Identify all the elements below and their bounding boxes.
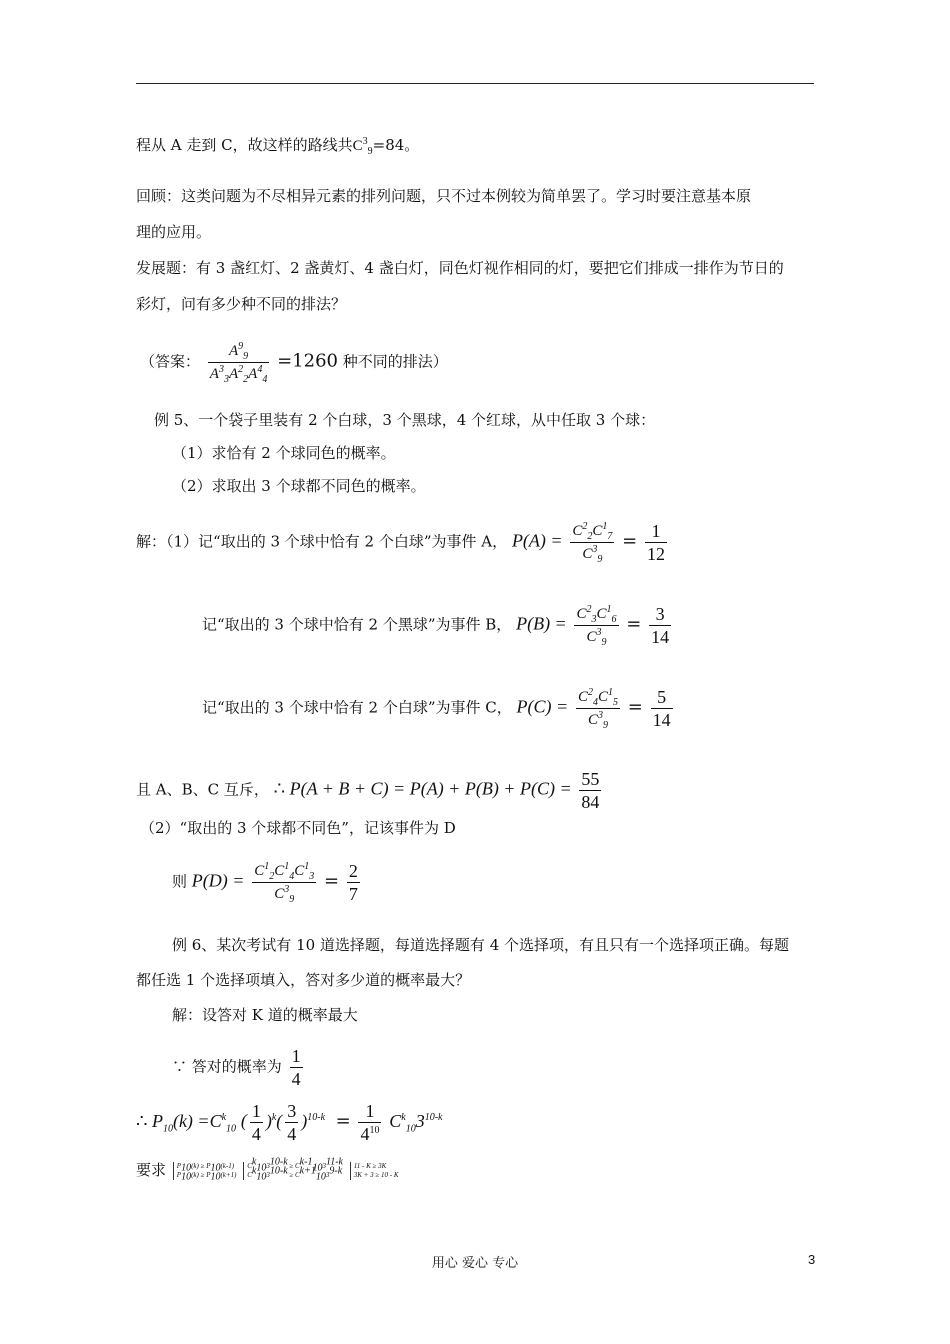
formula-pb-fraction: $\frac{C^2_3C^1_6}{C^3_9}$ [576,604,617,648]
example6-line-2: 都任选 1 个选择项填入，答对多少道的概率最大？ [136,971,471,989]
event-d-line: 则 P(D) = $\frac{C^1_2C^1_4C^1_3}{C^3_9}$ = $\frac{2}{7}$ [172,861,358,905]
answer-value: =1260 [277,350,338,372]
example5-question-1: （1）求恰有 2 个球同色的概率。 [172,444,396,462]
formula-pd-value: $\frac{2}{7}$ [348,861,358,904]
formula-pc: P(C) = [516,696,569,717]
example6-line-1: 例 6、某次考试有 10 道选择题，每道选择题有 4 个选择项，有且只有一个选择项正确。每题 [172,936,790,954]
answer-suffix: 种不同的排法） [342,352,448,371]
formula-pc-value: $\frac{5}{14}$ [652,687,671,730]
route-result: =84 [372,136,405,154]
formula-inequality-system: $P_{10}(k) \ge P_{10}(k-1)$ $P_{10}(k) \ge P_{10}(k+1)$ [173,1162,237,1180]
formula-pd: P(D) = [191,870,245,891]
paragraph-route [136,135,419,156]
formula-c93: $C^3_9$ [352,136,373,157]
formula-pb-value: $\frac{3}{14}$ [651,604,670,647]
solution-event-c: 记“取出的 3 个球中恰有 2 个白球”为事件 C， P(C) = $\frac{C^2_4C^1_5}{C^3_9}$ = $\frac{5}{14}$ [202,687,671,731]
formula-pa-value: $\frac{1}{12}$ [647,521,666,564]
event-a-text: 解：（1）记“取出的 3 个球中恰有 2 个白球”为事件 A， [136,532,508,551]
period: 。 [404,136,420,154]
formula-binomial-simplified: $\frac{1}{4^{10}}$ [360,1101,380,1144]
then-text: 则 [172,872,188,891]
binomial-line: ∴ $P_{10}(k) =C^k_{10}$ ( $\frac{1}{4}$ )$^k$( $\frac{3}{4}$ )$^{10-k}$ = $\frac{1}{4^{10}}$ $C^k_{10}3^{10-k}$ [136,1101,443,1144]
example5-question-2: （2）求取出 3 个球都不同色的概率。 [172,477,426,495]
page-number: 3 [808,1252,816,1267]
formula-binomial: ∴ $P_{10}(k) =C^k_{10}$ [136,1110,237,1135]
route-text: 程从 A 走到 C，故这样的路线共 [136,136,353,154]
answer-prefix: （答案： [140,352,201,371]
formula-pc-fraction: $\frac{C^2_4C^1_5}{C^3_9}$ [577,687,618,731]
page-footer: 用心 爱心 专心 [431,1256,519,1271]
because-line [172,1045,306,1090]
formula-pa-fraction: $\frac{C^2_2C^1_7}{C^3_9}$ [572,521,613,565]
review-line-2: 理的应用。 [136,223,212,241]
dev-line-2: 彩灯，问有多少种不同的排法？ [136,295,347,313]
solution-event-b: 记“取出的 3 个球中恰有 2 个黑球”为事件 B， P(B) = $\frac{C^2_3C^1_6}{C^3_9}$ = $\frac{3}{14}$ [202,604,670,648]
example5-title: 例 5、一个袋子里装有 2 个白球，3 个黑球，4 个红球，从中任取 3 个球： [154,411,656,429]
review-line-1: 回顾：这类问题为不尽相异元素的排列问题，只不过本例较为简单罢了。学习时要注意基本原 [136,187,752,205]
require-text: 要求 [136,1161,167,1179]
formula-inequality-result: 11 - K ≥ 3K 3K + 3 ≥ 10 - K [350,1162,399,1180]
event-c-text: 记“取出的 3 个球中恰有 2 个白球”为事件 C， [202,698,512,717]
formula-pd-fraction: $\frac{C^1_2C^1_4C^1_3}{C^3_9}$ [254,861,315,905]
require-line [136,1156,399,1183]
solution-event-a: 解：（1）记“取出的 3 个球中恰有 2 个白球”为事件 A， P(A) = $\frac{C^2_2C^1_7}{C^3_9}$ = $\frac{1}{12}$ [136,521,666,565]
formula-permutation-fraction: $\frac{A^9_9}{A^3_3A^2_2A^4_4}$ [209,341,268,385]
header-rule [136,83,814,84]
because-text: ∵ 答对的概率为 [172,1057,282,1076]
mutual-text: 且 A、B、C 互斥， [136,780,269,799]
mutual-exclusion-line [136,768,604,813]
formula-sum: ∴ P(A + B + C) = P(A) + P(B) + P(C) = [273,778,572,799]
part2-line: （2）“取出的 3 个球都不同色”，记该事件为 D [140,819,456,837]
dev-line-1: 发展题：有 3 盏红灯、2 盏黄灯、4 盏白灯，同色灯视作相同的灯，要把它们排成一排作为节日的 [136,259,784,277]
formula-pb: P(B) = [516,613,567,634]
formula-sum-value: $\frac{55}{84}$ [581,769,600,812]
formula-pa: P(A) = [511,530,563,551]
solution6-line: 解：设答对 K 道的概率最大 [172,1006,358,1024]
event-b-text: 记“取出的 3 个球中恰有 2 个黑球”为事件 B， [202,615,512,634]
formula-quarter: $\frac{1}{4}$ [291,1046,301,1089]
formula-inequality-expanded: $C^k_{10}3^{10-k} \ge C^{k-1}_{10}3^{11-k}$ $C^k_{10}3^{10-k} \ge C^{k+1}_{10}3^{9-k}$ [243,1162,343,1180]
answer-line [140,340,448,385]
